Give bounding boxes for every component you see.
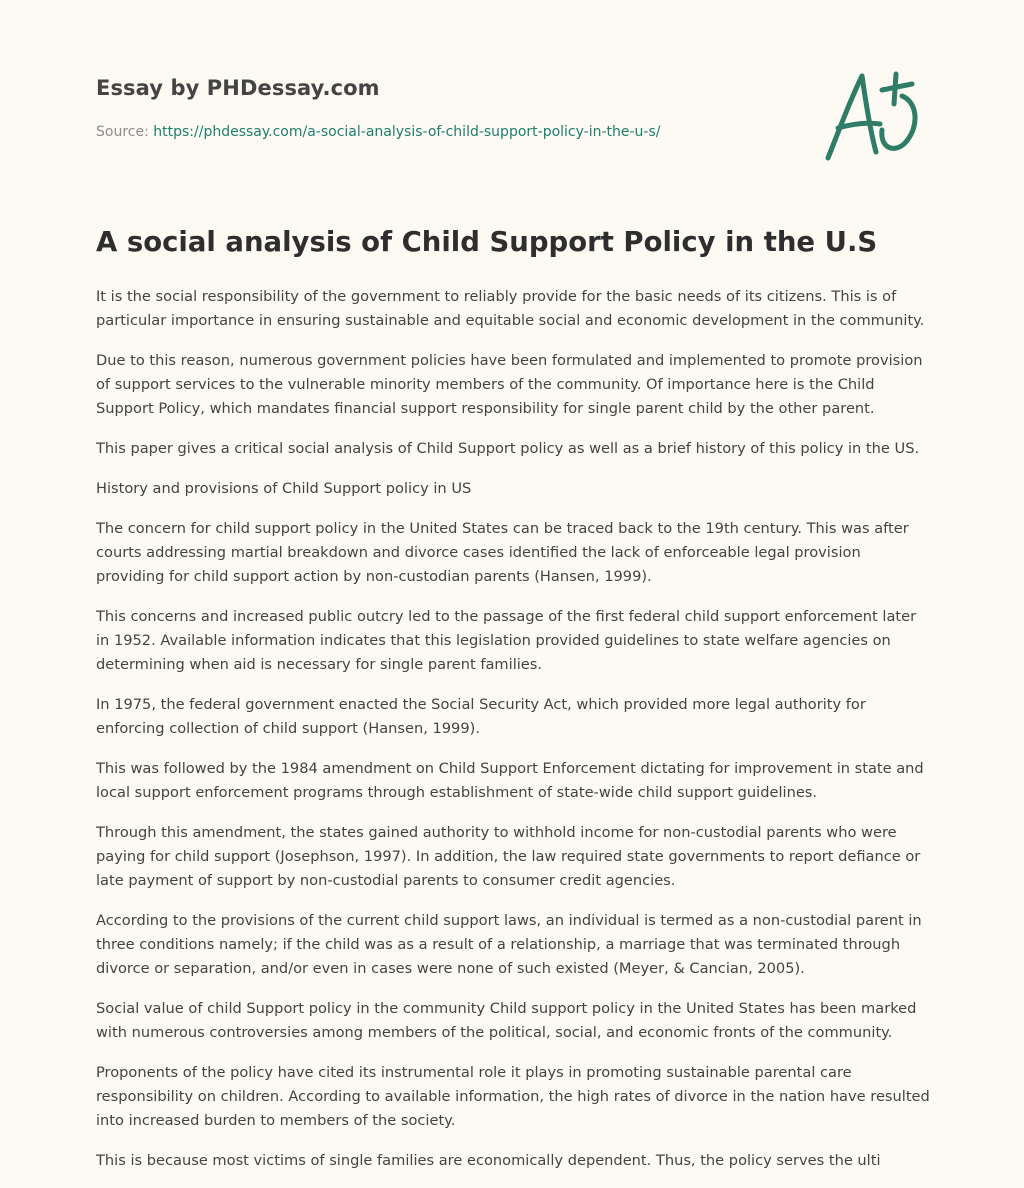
source-label: Source: — [96, 124, 149, 140]
essay-title: A social analysis of Child Support Policy in the U.S — [96, 226, 878, 258]
site-title: Essay by PHDessay.com — [96, 76, 380, 100]
paragraph: This concerns and increased public outcry led to the passage of the first federal child support enforcement later in 1952. Available information indicates that this legislation provided guidelines to state welfare agencies on determining when aid is necessary for single parent families. — [96, 608, 917, 673]
paragraph: Through this amendment, the states gained authority to withhold income for non-custodial parents who were paying for child support (Josephson, 1997). In addition, the law required state governments to report defiance or late payment of support by non-custodial parents to consumer credit agencies. — [96, 824, 921, 889]
paragraph: Proponents of the policy have cited its instrumental role it plays in promoting sustainable parental care responsibility on children. According to available information, the high rates of divorce in the nation have resulted into increased burden to members of the society. — [96, 1064, 930, 1129]
source-link[interactable]: https://phdessay.com/a-social-analysis-of-child-support-policy-in-the-u-s/ — [153, 124, 661, 140]
paragraph: Social value of child Support policy in the community Child support policy in the United States has been marked with numerous controversies among members of the political, social, and economic fronts of the community. — [96, 1000, 917, 1041]
paragraph: In 1975, the federal government enacted the Social Security Act, which provided more legal authority for enforcing collection of child support (Hansen, 1999). — [96, 696, 866, 737]
source-line — [96, 124, 661, 140]
paragraph: This is because most victims of single families are economically dependent. Thus, the policy serves the ulti — [96, 1152, 881, 1169]
paragraph: According to the provisions of the current child support laws, an individual is termed as a non-custodial parent in three conditions namely; if the child was as a result of a relationship, a marriage that was terminated through divorce or separation, and/or even in cases were none of such existed (Meyer, & Cancian, 2005). — [96, 912, 922, 977]
essay-body — [96, 285, 932, 1188]
section-heading: History and provisions of Child Support policy in US — [96, 480, 472, 497]
paragraph: This was followed by the 1984 amendment on Child Support Enforcement dictating for improvement in state and local support enforcement programs through establishment of state-wide child support guidelines. — [96, 760, 924, 801]
paragraph: Due to this reason, numerous government policies have been formulated and implemented to promote provision of support services to the vulnerable minority members of the community. Of importance here is the Child Support Policy, which mandates financial support responsibility for single parent child by the other parent. — [96, 352, 923, 417]
paragraph: The concern for child support policy in the United States can be traced back to the 19th century. This was after courts addressing martial breakdown and divorce cases identified the lack of enforceable legal provision providing for child support action by non-custodian parents (Hansen, 1999). — [96, 520, 909, 585]
paragraph: It is the social responsibility of the government to reliably provide for the basic needs of its citizens. This is of particular importance in ensuring sustainable and equitable social and economic development in the community. — [96, 288, 925, 329]
a-plus-logo-icon — [818, 66, 930, 166]
paragraph: This paper gives a critical social analysis of Child Support policy as well as a brief history of this policy in the US. — [96, 440, 920, 457]
